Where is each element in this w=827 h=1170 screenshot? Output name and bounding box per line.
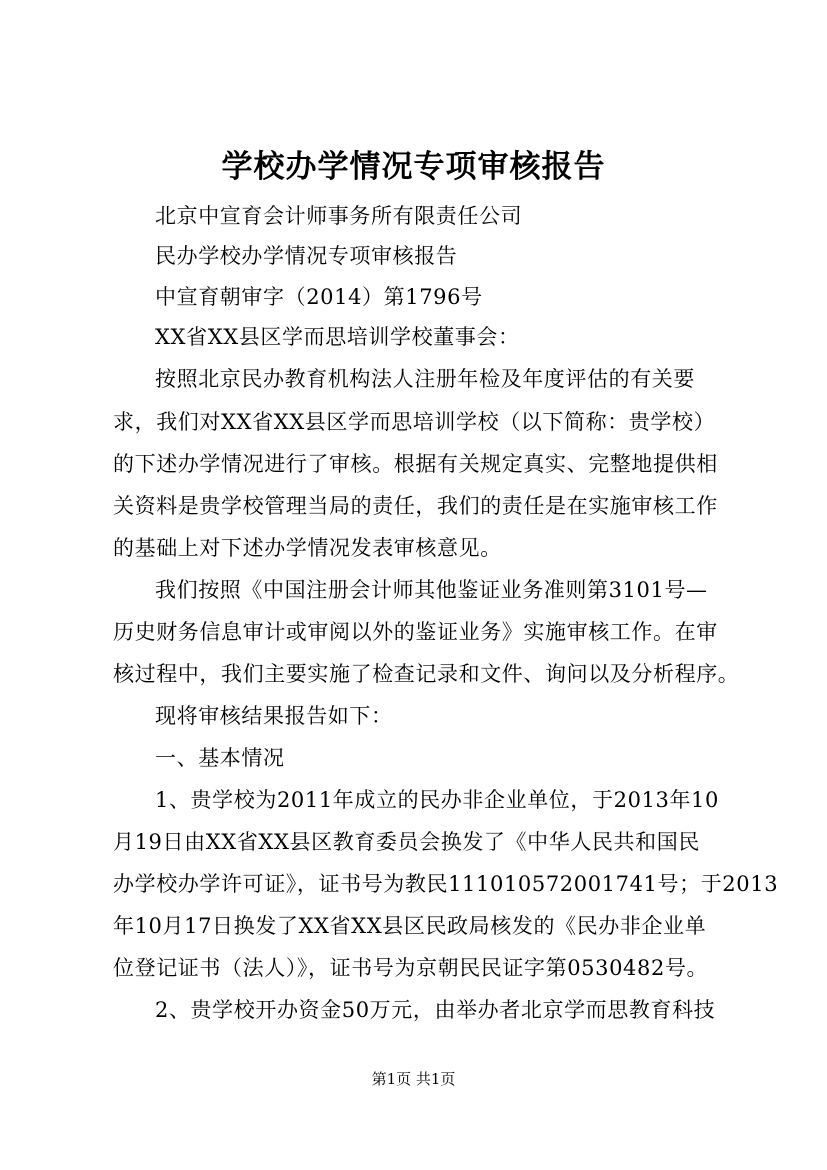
text-line: 月19日由XX省XX县区教育委员会换发了《中华人民共和国民 <box>113 830 700 854</box>
text-line: 关资料是贵学校管理当局的责任，我们的责任是在实施审核工作 <box>113 494 718 518</box>
document-title: 学校办学情况专项审核报告 <box>221 149 606 185</box>
text-line: 核过程中，我们主要实施了检查记录和文件、询问以及分析程序。 <box>113 662 740 686</box>
text-line: 位登记证书（法人）》，证书号为京朝民民证字第0530482号。 <box>113 956 709 980</box>
text-line: 的下述办学情况进行了审核。根据有关规定真实、完整地提供相 <box>113 452 718 476</box>
text-line: XX省XX县区学而思培训学校董事会： <box>155 325 520 349</box>
text-line: 历史财务信息审计或审阅以外的鉴证业务》实施审核工作。在审 <box>113 620 718 644</box>
text-line: 办学校办学许可证》，证书号为教民111010572001741号；于2013 <box>113 872 779 896</box>
section-heading: 一、基本情况 <box>155 746 285 770</box>
text-line: 年10月17日换发了XX省XX县区民政局核发的《民办非企业单 <box>113 914 707 938</box>
text-line: 中宣育朝审字（2014）第1796号 <box>155 285 483 309</box>
text-line: 按照北京民办教育机构法人注册年检及年度评估的有关要 <box>155 367 695 391</box>
page-footer: 第1页 共1页 <box>371 1070 456 1088</box>
text-line: 民办学校办学情况专项审核报告 <box>155 244 458 268</box>
text-line: 北京中宣育会计师事务所有限责任公司 <box>155 204 523 228</box>
text-line: 2、贵学校开办资金50万元，由举办者北京学而思教育科技 <box>155 998 716 1022</box>
text-line: 求，我们对XX省XX县区学而思培训学校（以下简称：贵学校） <box>113 410 716 434</box>
text-line: 现将审核结果报告如下： <box>155 704 393 728</box>
text-line: 1、贵学校为2011年成立的民办非企业单位，于2013年10 <box>155 788 719 812</box>
text-line: 我们按照《中国注册会计师其他鉴证业务准则第3101号— <box>155 578 708 602</box>
text-line: 的基础上对下述办学情况发表审核意见。 <box>113 536 502 560</box>
